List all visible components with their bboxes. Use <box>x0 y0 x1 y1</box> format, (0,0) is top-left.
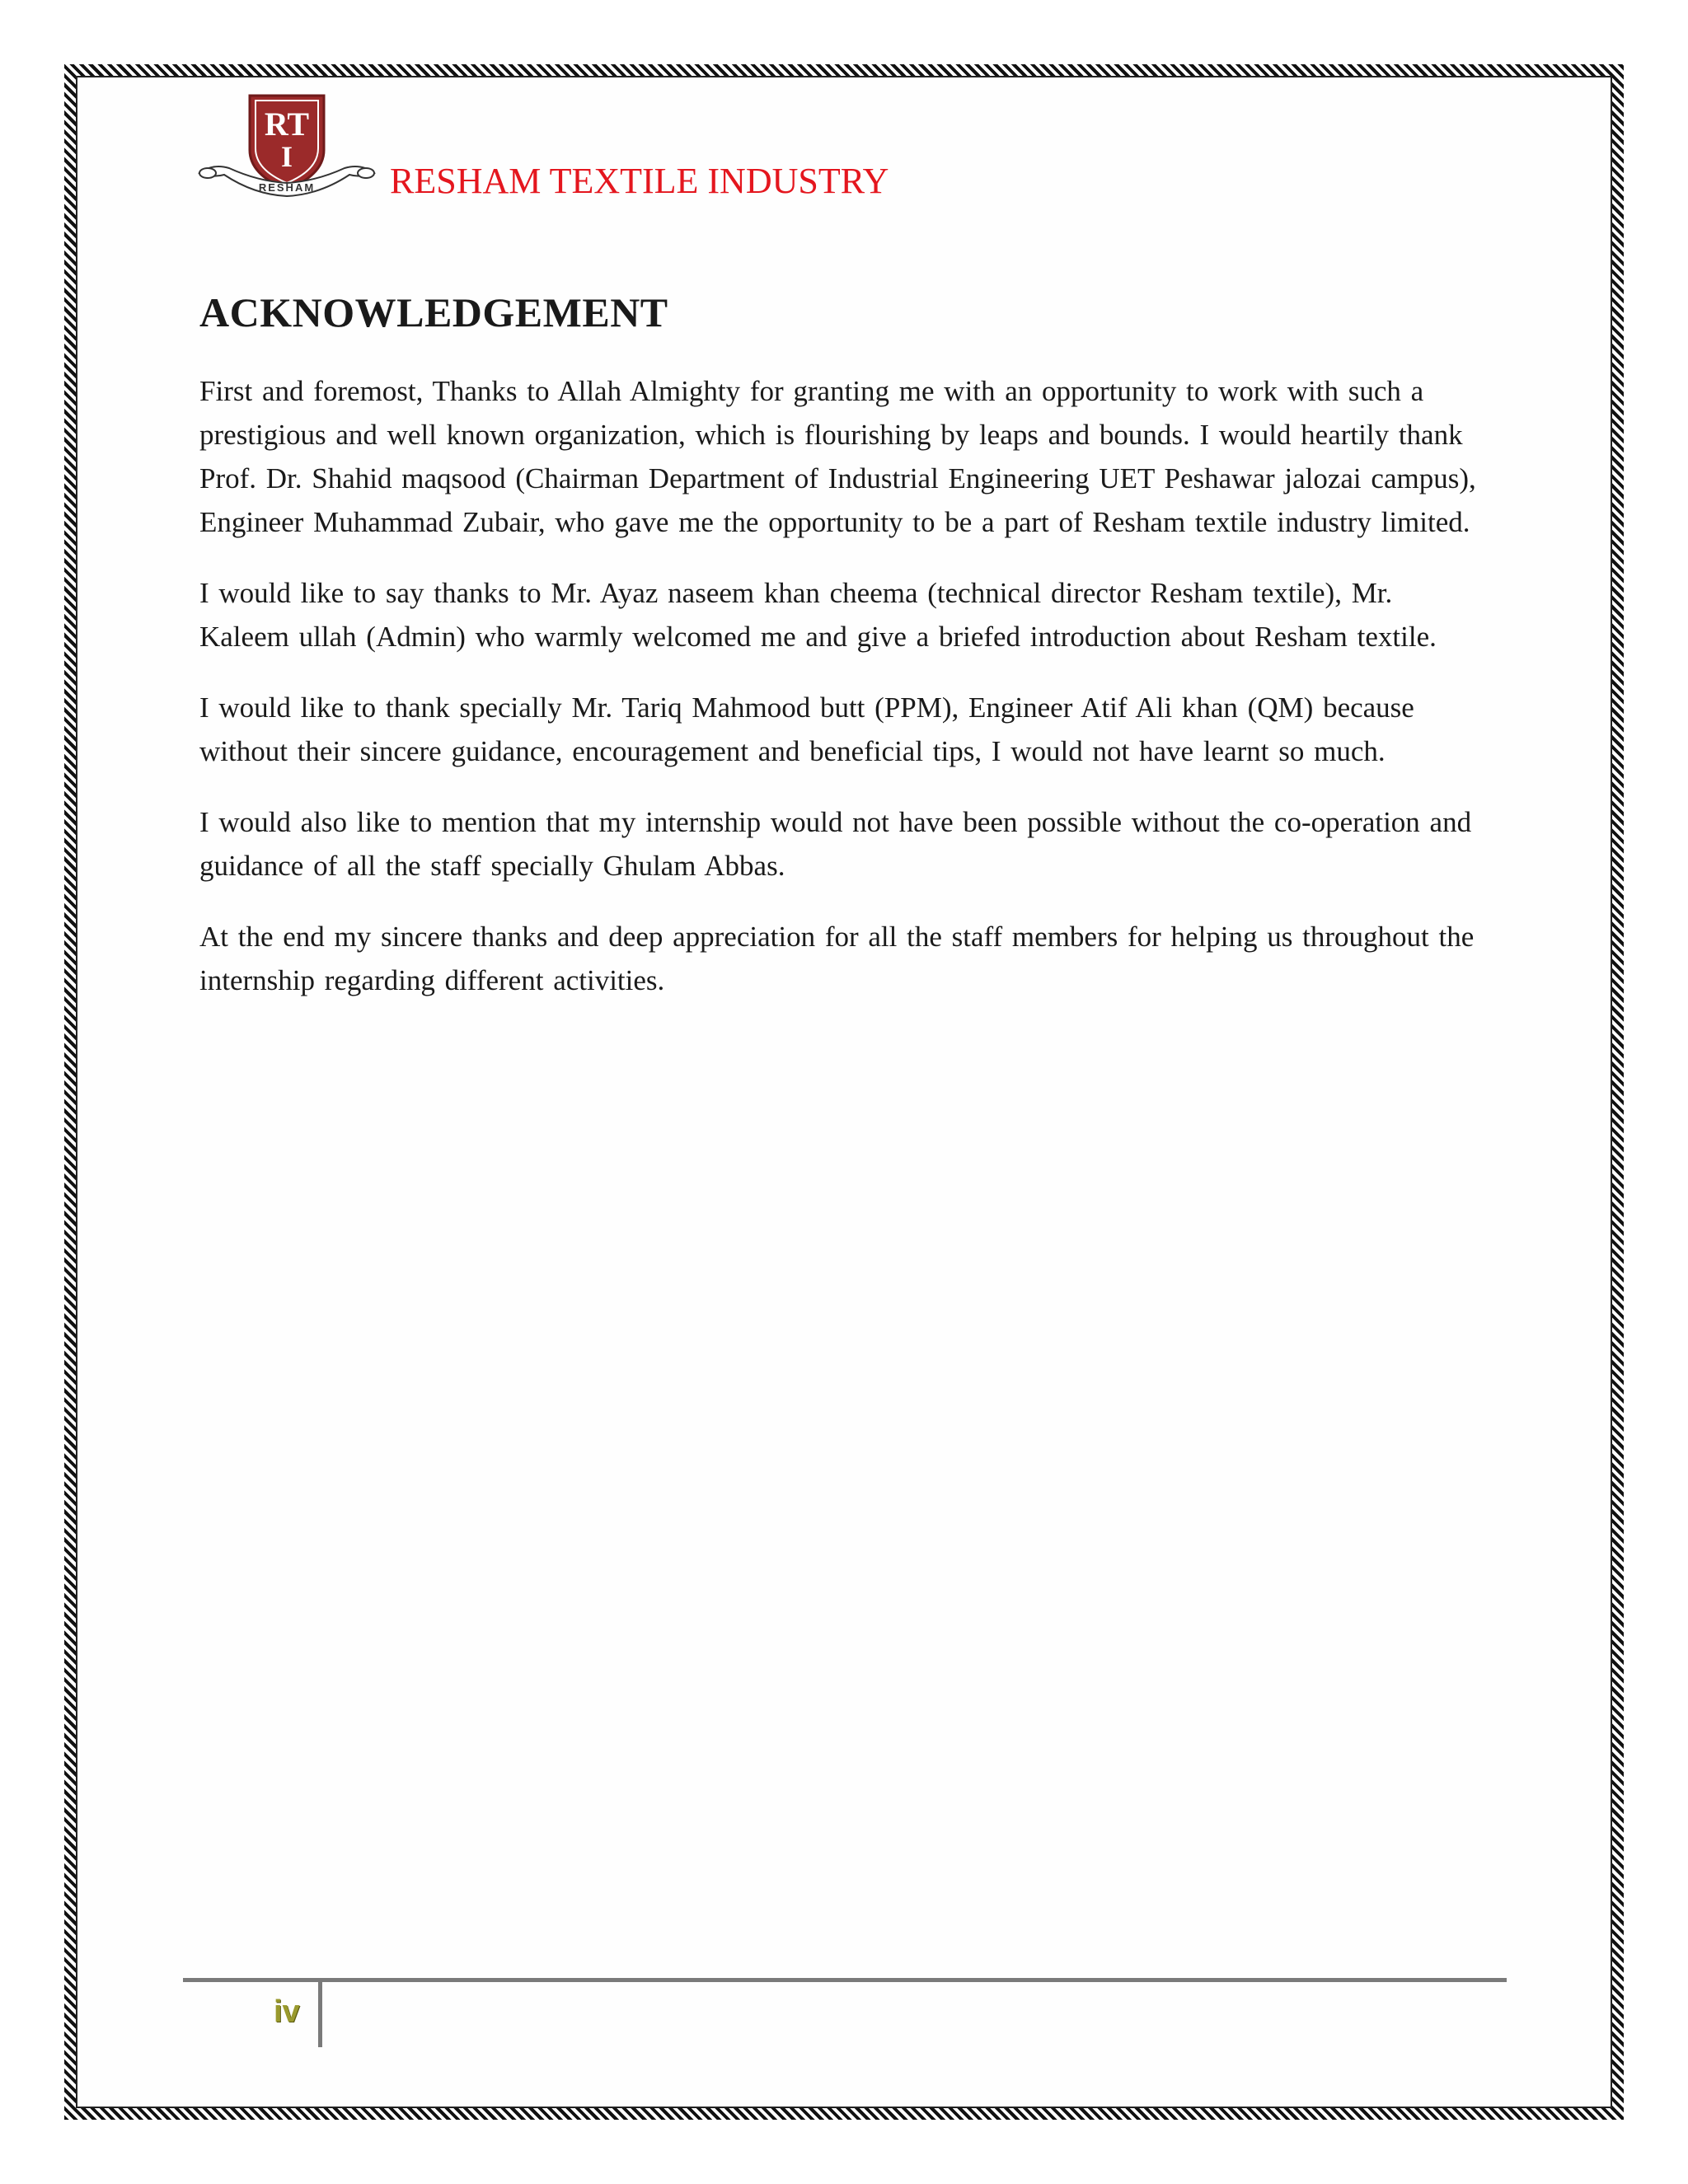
footer-divider <box>318 1981 322 2047</box>
paragraph-2: I would like to say thanks to Mr. Ayaz naseem khan cheema (technical director Resham textile), Mr. Kaleem ullah (Admin) who warmly welcomed me and give a briefed introduction about Resham textile. <box>199 577 1437 653</box>
company-name: RESHAM TEXTILE INDUSTRY <box>390 161 889 201</box>
paragraph-1: First and foremost, Thanks to Allah Almighty for granting me with an opportunity to work with such a prestigious and well known organization, which is flourishing by leaps and bounds. I would heartily thank Prof. Dr. Shahid maqsood (Chairman Department of Industrial Engineering UET Peshawar jalozai campus), Engineer Muhammad Zubair, who gave me the opportunity to be a part of Resham textile industry limited. <box>199 375 1476 538</box>
footer-rule <box>183 1978 1507 1982</box>
page-number: iv <box>274 1994 300 2029</box>
company-logo <box>196 92 377 199</box>
acknowledgement-section <box>199 288 1485 1029</box>
page-header <box>196 92 1020 208</box>
page-title: ACKNOWLEDGEMENT <box>199 289 668 335</box>
logo-ribbon-text: RESHAM <box>258 181 316 194</box>
logo-initials-line1: RT <box>264 105 310 143</box>
paragraph-4: I would also like to mention that my internship would not have been possible without the co-operation and guidance of all the staff specially Ghulam Abbas. <box>199 806 1472 882</box>
logo-initials-line2: I <box>280 140 293 173</box>
paragraph-3: I would like to thank specially Mr. Tariq Mahmood butt (PPM), Engineer Atif Ali khan (QM) because without their sincere guidance, encouragement and beneficial tips, I would not have learnt so much. <box>199 691 1414 767</box>
paragraph-5: At the end my sincere thanks and deep appreciation for all the staff members for helping us throughout the internship regarding different activities. <box>199 921 1475 996</box>
